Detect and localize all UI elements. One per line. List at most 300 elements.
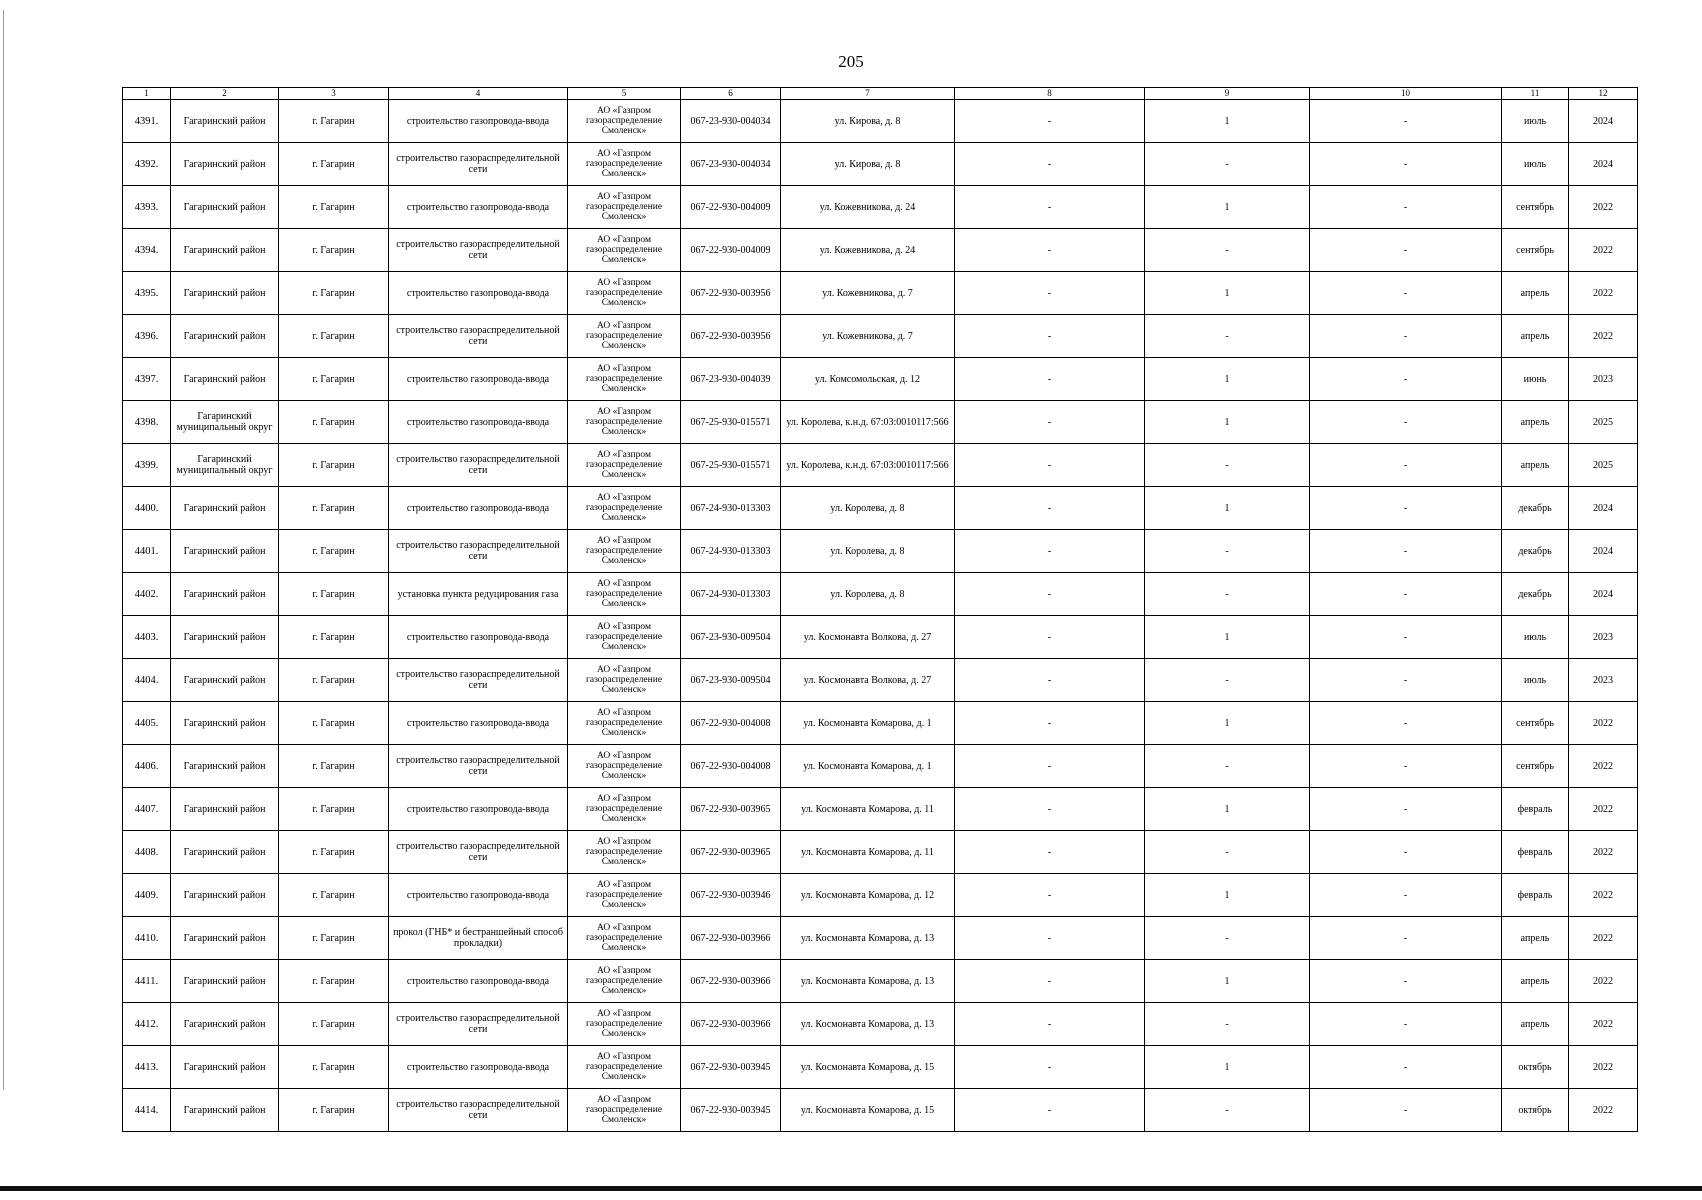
cell-application-number: 067-22-930-004008 [681, 745, 781, 788]
cell-application-number: 067-24-930-013303 [681, 487, 781, 530]
cell-year: 2022 [1569, 186, 1638, 229]
cell-col-9: 1 [1145, 487, 1310, 530]
header-row [123, 88, 1638, 100]
cell-month: июль [1502, 659, 1569, 702]
cell-col-9: - [1145, 831, 1310, 874]
cell-year: 2022 [1569, 315, 1638, 358]
cell-settlement: г. Гагарин [279, 917, 389, 960]
cell-district: Гагаринский район [171, 272, 279, 315]
cell-year: 2022 [1569, 1046, 1638, 1089]
cell-organization: АО «Газпром газораспределение Смоленск» [568, 1089, 681, 1132]
cell-application-number: 067-22-930-003965 [681, 831, 781, 874]
cell-settlement: г. Гагарин [279, 229, 389, 272]
cell-district: Гагаринский муниципальный округ [171, 444, 279, 487]
cell-year: 2025 [1569, 401, 1638, 444]
cell-col-9: 1 [1145, 788, 1310, 831]
cell-application-number: 067-23-930-009504 [681, 616, 781, 659]
cell-work-type: строительство газопровода-ввода [389, 702, 568, 745]
cell-application-number: 067-23-930-004039 [681, 358, 781, 401]
cell-organization: АО «Газпром газораспределение Смоленск» [568, 401, 681, 444]
cell-month: апрель [1502, 444, 1569, 487]
cell-col-10: - [1310, 1003, 1502, 1046]
cell-district: Гагаринский район [171, 616, 279, 659]
cell-month: февраль [1502, 831, 1569, 874]
cell-district: Гагаринский район [171, 100, 279, 143]
cell-month: декабрь [1502, 487, 1569, 530]
cell-col-10: - [1310, 487, 1502, 530]
cell-work-type: строительство газопровода-ввода [389, 186, 568, 229]
cell-organization: АО «Газпром газораспределение Смоленск» [568, 315, 681, 358]
cell-col-8: - [955, 186, 1145, 229]
cell-organization: АО «Газпром газораспределение Смоленск» [568, 229, 681, 272]
cell-month: февраль [1502, 874, 1569, 917]
cell-address: ул. Космонавта Волкова, д. 27 [781, 659, 955, 702]
cell-col-10: - [1310, 401, 1502, 444]
cell-settlement: г. Гагарин [279, 530, 389, 573]
table-row [123, 186, 1638, 229]
cell-col-9: 1 [1145, 100, 1310, 143]
cell-address: ул. Комсомольская, д. 12 [781, 358, 955, 401]
cell-organization: АО «Газпром газораспределение Смоленск» [568, 960, 681, 1003]
cell-district: Гагаринский район [171, 960, 279, 1003]
cell-month: июль [1502, 100, 1569, 143]
cell-district: Гагаринский муниципальный округ [171, 401, 279, 444]
cell-address: ул. Космонавта Комарова, д. 1 [781, 702, 955, 745]
table-row [123, 1003, 1638, 1046]
cell-row-number: 4413. [123, 1046, 171, 1089]
cell-year: 2022 [1569, 917, 1638, 960]
cell-year: 2022 [1569, 1003, 1638, 1046]
cell-address: ул. Королева, д. 8 [781, 573, 955, 616]
cell-year: 2022 [1569, 229, 1638, 272]
cell-col-9: - [1145, 573, 1310, 616]
cell-col-10: - [1310, 1089, 1502, 1132]
cell-organization: АО «Газпром газораспределение Смоленск» [568, 530, 681, 573]
cell-col-9: - [1145, 1089, 1310, 1132]
cell-work-type: строительство газопровода-ввода [389, 960, 568, 1003]
cell-col-8: - [955, 788, 1145, 831]
cell-row-number: 4400. [123, 487, 171, 530]
cell-work-type: строительство газораспределительной сети [389, 315, 568, 358]
cell-work-type: строительство газораспределительной сети [389, 745, 568, 788]
cell-col-9: - [1145, 444, 1310, 487]
cell-year: 2024 [1569, 143, 1638, 186]
table-row [123, 616, 1638, 659]
cell-application-number: 067-22-930-003956 [681, 315, 781, 358]
table-row [123, 1046, 1638, 1089]
cell-col-10: - [1310, 659, 1502, 702]
cell-year: 2022 [1569, 272, 1638, 315]
table-row [123, 229, 1638, 272]
table-row [123, 143, 1638, 186]
cell-work-type: строительство газораспределительной сети [389, 530, 568, 573]
table-row [123, 401, 1638, 444]
cell-application-number: 067-23-930-004034 [681, 100, 781, 143]
page-number: 205 [838, 52, 864, 71]
cell-col-10: - [1310, 358, 1502, 401]
cell-month: октябрь [1502, 1089, 1569, 1132]
cell-row-number: 4409. [123, 874, 171, 917]
cell-district: Гагаринский район [171, 1089, 279, 1132]
cell-organization: АО «Газпром газораспределение Смоленск» [568, 788, 681, 831]
table-row [123, 874, 1638, 917]
cell-col-9: - [1145, 530, 1310, 573]
cell-work-type: строительство газораспределительной сети [389, 229, 568, 272]
cell-address: ул. Космонавта Комарова, д. 15 [781, 1089, 955, 1132]
cell-district: Гагаринский район [171, 1046, 279, 1089]
cell-year: 2022 [1569, 745, 1638, 788]
cell-settlement: г. Гагарин [279, 1089, 389, 1132]
cell-settlement: г. Гагарин [279, 659, 389, 702]
cell-col-8: - [955, 831, 1145, 874]
cell-application-number: 067-22-930-003945 [681, 1046, 781, 1089]
cell-col-8: - [955, 573, 1145, 616]
cell-organization: АО «Газпром газораспределение Смоленск» [568, 1046, 681, 1089]
cell-address: ул. Кожевникова, д. 24 [781, 229, 955, 272]
cell-col-10: - [1310, 745, 1502, 788]
cell-settlement: г. Гагарин [279, 487, 389, 530]
cell-organization: АО «Газпром газораспределение Смоленск» [568, 659, 681, 702]
cell-address: ул. Космонавта Комарова, д. 1 [781, 745, 955, 788]
cell-work-type: строительство газопровода-ввода [389, 487, 568, 530]
cell-col-8: - [955, 960, 1145, 1003]
cell-col-8: - [955, 616, 1145, 659]
cell-col-10: - [1310, 1046, 1502, 1089]
cell-organization: АО «Газпром газораспределение Смоленск» [568, 272, 681, 315]
cell-month: апрель [1502, 1003, 1569, 1046]
cell-organization: АО «Газпром газораспределение Смоленск» [568, 616, 681, 659]
cell-col-9: - [1145, 229, 1310, 272]
cell-district: Гагаринский район [171, 1003, 279, 1046]
cell-district: Гагаринский район [171, 315, 279, 358]
cell-month: сентябрь [1502, 702, 1569, 745]
cell-month: апрель [1502, 272, 1569, 315]
cell-work-type: строительство газопровода-ввода [389, 100, 568, 143]
cell-district: Гагаринский район [171, 573, 279, 616]
cell-settlement: г. Гагарин [279, 444, 389, 487]
cell-col-8: - [955, 1003, 1145, 1046]
cell-col-8: - [955, 659, 1145, 702]
cell-work-type: строительство газораспределительной сети [389, 659, 568, 702]
cell-row-number: 4395. [123, 272, 171, 315]
cell-district: Гагаринский район [171, 917, 279, 960]
cell-organization: АО «Газпром газораспределение Смоленск» [568, 358, 681, 401]
cell-address: ул. Космонавта Волкова, д. 27 [781, 616, 955, 659]
cell-month: июнь [1502, 358, 1569, 401]
cell-row-number: 4408. [123, 831, 171, 874]
cell-col-10: - [1310, 573, 1502, 616]
cell-application-number: 067-23-930-004034 [681, 143, 781, 186]
cell-col-10: - [1310, 874, 1502, 917]
cell-col-8: - [955, 917, 1145, 960]
cell-year: 2023 [1569, 659, 1638, 702]
cell-row-number: 4402. [123, 573, 171, 616]
cell-col-10: - [1310, 143, 1502, 186]
cell-settlement: г. Гагарин [279, 573, 389, 616]
cell-application-number: 067-22-930-003966 [681, 960, 781, 1003]
cell-application-number: 067-22-930-003946 [681, 874, 781, 917]
cell-col-8: - [955, 272, 1145, 315]
cell-settlement: г. Гагарин [279, 788, 389, 831]
cell-col-9: 1 [1145, 702, 1310, 745]
cell-year: 2022 [1569, 1089, 1638, 1132]
cell-application-number: 067-22-930-003966 [681, 1003, 781, 1046]
cell-district: Гагаринский район [171, 874, 279, 917]
cell-work-type: строительство газопровода-ввода [389, 401, 568, 444]
cell-settlement: г. Гагарин [279, 272, 389, 315]
cell-address: ул. Космонавта Комарова, д. 13 [781, 917, 955, 960]
cell-year: 2024 [1569, 487, 1638, 530]
cell-work-type: строительство газопровода-ввода [389, 616, 568, 659]
cell-settlement: г. Гагарин [279, 702, 389, 745]
cell-row-number: 4393. [123, 186, 171, 229]
cell-col-10: - [1310, 616, 1502, 659]
cell-month: апрель [1502, 315, 1569, 358]
table-body [123, 100, 1638, 1132]
cell-col-9: 1 [1145, 272, 1310, 315]
cell-settlement: г. Гагарин [279, 874, 389, 917]
cell-address: ул. Королева, д. 8 [781, 530, 955, 573]
cell-work-type: строительство газопровода-ввода [389, 1046, 568, 1089]
cell-year: 2022 [1569, 831, 1638, 874]
cell-col-9: - [1145, 143, 1310, 186]
cell-col-9: - [1145, 315, 1310, 358]
cell-col-8: - [955, 401, 1145, 444]
column-header-7: 7 [781, 88, 955, 100]
cell-organization: АО «Газпром газораспределение Смоленск» [568, 573, 681, 616]
cell-work-type: строительство газопровода-ввода [389, 272, 568, 315]
cell-month: сентябрь [1502, 186, 1569, 229]
table-row [123, 358, 1638, 401]
scan-edge [3, 10, 4, 1090]
column-header-5: 5 [568, 88, 681, 100]
cell-year: 2024 [1569, 530, 1638, 573]
cell-col-8: - [955, 358, 1145, 401]
cell-year: 2022 [1569, 702, 1638, 745]
cell-row-number: 4407. [123, 788, 171, 831]
cell-month: июль [1502, 616, 1569, 659]
cell-settlement: г. Гагарин [279, 616, 389, 659]
column-header-6: 6 [681, 88, 781, 100]
cell-col-9: 1 [1145, 960, 1310, 1003]
table-row [123, 745, 1638, 788]
cell-col-10: - [1310, 186, 1502, 229]
cell-address: ул. Кирова, д. 8 [781, 143, 955, 186]
cell-settlement: г. Гагарин [279, 745, 389, 788]
cell-row-number: 4411. [123, 960, 171, 1003]
cell-col-10: - [1310, 229, 1502, 272]
cell-work-type: строительство газораспределительной сети [389, 444, 568, 487]
cell-work-type: строительство газопровода-ввода [389, 358, 568, 401]
page-bottom-rule [0, 1186, 1702, 1191]
cell-application-number: 067-24-930-013303 [681, 530, 781, 573]
table-row [123, 960, 1638, 1003]
cell-col-9: - [1145, 745, 1310, 788]
cell-month: сентябрь [1502, 229, 1569, 272]
cell-application-number: 067-22-930-003945 [681, 1089, 781, 1132]
cell-organization: АО «Газпром газораспределение Смоленск» [568, 186, 681, 229]
cell-col-8: - [955, 1089, 1145, 1132]
cell-month: октябрь [1502, 1046, 1569, 1089]
cell-month: декабрь [1502, 573, 1569, 616]
cell-address: ул. Космонавта Комарова, д. 15 [781, 1046, 955, 1089]
cell-year: 2024 [1569, 573, 1638, 616]
cell-organization: АО «Газпром газораспределение Смоленск» [568, 874, 681, 917]
cell-application-number: 067-22-930-003966 [681, 917, 781, 960]
cell-address: ул. Королева, д. 8 [781, 487, 955, 530]
cell-work-type: строительство газопровода-ввода [389, 788, 568, 831]
cell-district: Гагаринский район [171, 702, 279, 745]
cell-row-number: 4406. [123, 745, 171, 788]
cell-organization: АО «Газпром газораспределение Смоленск» [568, 1003, 681, 1046]
cell-row-number: 4401. [123, 530, 171, 573]
cell-work-type: строительство газораспределительной сети [389, 831, 568, 874]
cell-settlement: г. Гагарин [279, 143, 389, 186]
cell-year: 2024 [1569, 100, 1638, 143]
cell-col-10: - [1310, 831, 1502, 874]
cell-settlement: г. Гагарин [279, 401, 389, 444]
table-row [123, 831, 1638, 874]
cell-district: Гагаринский район [171, 358, 279, 401]
cell-month: апрель [1502, 917, 1569, 960]
cell-row-number: 4414. [123, 1089, 171, 1132]
cell-application-number: 067-22-930-003965 [681, 788, 781, 831]
cell-col-9: 1 [1145, 616, 1310, 659]
cell-col-10: - [1310, 702, 1502, 745]
column-header-3: 3 [279, 88, 389, 100]
cell-row-number: 4405. [123, 702, 171, 745]
registry-table [122, 87, 1638, 1132]
cell-application-number: 067-22-930-004008 [681, 702, 781, 745]
cell-row-number: 4399. [123, 444, 171, 487]
cell-col-10: - [1310, 444, 1502, 487]
cell-settlement: г. Гагарин [279, 831, 389, 874]
table-row [123, 530, 1638, 573]
cell-settlement: г. Гагарин [279, 315, 389, 358]
cell-address: ул. Кожевникова, д. 7 [781, 315, 955, 358]
table-row [123, 100, 1638, 143]
cell-col-8: - [955, 229, 1145, 272]
cell-address: ул. Космонавта Комарова, д. 11 [781, 788, 955, 831]
cell-col-9: 1 [1145, 874, 1310, 917]
cell-district: Гагаринский район [171, 530, 279, 573]
cell-col-9: 1 [1145, 1046, 1310, 1089]
table-row [123, 1089, 1638, 1132]
cell-district: Гагаринский район [171, 831, 279, 874]
cell-application-number: 067-22-930-004009 [681, 186, 781, 229]
cell-organization: АО «Газпром газораспределение Смоленск» [568, 444, 681, 487]
cell-year: 2025 [1569, 444, 1638, 487]
cell-organization: АО «Газпром газораспределение Смоленск» [568, 831, 681, 874]
cell-month: декабрь [1502, 530, 1569, 573]
cell-col-9: 1 [1145, 358, 1310, 401]
cell-work-type: строительство газораспределительной сети [389, 1089, 568, 1132]
cell-settlement: г. Гагарин [279, 100, 389, 143]
cell-year: 2022 [1569, 874, 1638, 917]
cell-col-10: - [1310, 917, 1502, 960]
table-row [123, 702, 1638, 745]
cell-year: 2023 [1569, 616, 1638, 659]
cell-month: февраль [1502, 788, 1569, 831]
cell-year: 2023 [1569, 358, 1638, 401]
cell-col-9: - [1145, 1003, 1310, 1046]
column-header-2: 2 [171, 88, 279, 100]
cell-col-10: - [1310, 315, 1502, 358]
cell-month: апрель [1502, 401, 1569, 444]
column-header-4: 4 [389, 88, 568, 100]
table-row [123, 444, 1638, 487]
cell-row-number: 4397. [123, 358, 171, 401]
cell-col-10: - [1310, 100, 1502, 143]
cell-application-number: 067-24-930-013303 [681, 573, 781, 616]
cell-organization: АО «Газпром газораспределение Смоленск» [568, 745, 681, 788]
cell-district: Гагаринский район [171, 745, 279, 788]
cell-application-number: 067-25-930-015571 [681, 444, 781, 487]
cell-settlement: г. Гагарин [279, 186, 389, 229]
table-row [123, 573, 1638, 616]
cell-col-8: - [955, 487, 1145, 530]
cell-organization: АО «Газпром газораспределение Смоленск» [568, 143, 681, 186]
cell-application-number: 067-23-930-009504 [681, 659, 781, 702]
cell-col-8: - [955, 530, 1145, 573]
cell-col-9: - [1145, 659, 1310, 702]
cell-address: ул. Космонавта Комарова, д. 12 [781, 874, 955, 917]
cell-col-8: - [955, 143, 1145, 186]
cell-address: ул. Королева, к.н.д. 67:03:0010117:566 [781, 401, 955, 444]
cell-col-10: - [1310, 960, 1502, 1003]
cell-settlement: г. Гагарин [279, 1046, 389, 1089]
cell-district: Гагаринский район [171, 659, 279, 702]
cell-address: ул. Кожевникова, д. 7 [781, 272, 955, 315]
cell-col-8: - [955, 745, 1145, 788]
table-row [123, 272, 1638, 315]
cell-address: ул. Кирова, д. 8 [781, 100, 955, 143]
column-header-8: 8 [955, 88, 1145, 100]
cell-application-number: 067-22-930-004009 [681, 229, 781, 272]
column-header-10: 10 [1310, 88, 1502, 100]
cell-col-8: - [955, 874, 1145, 917]
cell-address: ул. Космонавта Комарова, д. 11 [781, 831, 955, 874]
column-header-12: 12 [1569, 88, 1638, 100]
cell-work-type: строительство газораспределительной сети [389, 1003, 568, 1046]
cell-district: Гагаринский район [171, 143, 279, 186]
cell-col-9: - [1145, 917, 1310, 960]
cell-row-number: 4403. [123, 616, 171, 659]
cell-year: 2022 [1569, 960, 1638, 1003]
cell-col-8: - [955, 315, 1145, 358]
column-header-1: 1 [123, 88, 171, 100]
cell-district: Гагаринский район [171, 788, 279, 831]
table-row [123, 917, 1638, 960]
cell-work-type: строительство газораспределительной сети [389, 143, 568, 186]
column-header-9: 9 [1145, 88, 1310, 100]
cell-month: июль [1502, 143, 1569, 186]
cell-row-number: 4404. [123, 659, 171, 702]
cell-col-8: - [955, 444, 1145, 487]
cell-address: ул. Королева, к.н.д. 67:03:0010117:566 [781, 444, 955, 487]
cell-row-number: 4391. [123, 100, 171, 143]
cell-col-10: - [1310, 272, 1502, 315]
cell-organization: АО «Газпром газораспределение Смоленск» [568, 702, 681, 745]
table-row [123, 659, 1638, 702]
cell-row-number: 4396. [123, 315, 171, 358]
table-row [123, 487, 1638, 530]
cell-col-8: - [955, 100, 1145, 143]
cell-col-9: 1 [1145, 186, 1310, 229]
cell-col-10: - [1310, 788, 1502, 831]
cell-settlement: г. Гагарин [279, 1003, 389, 1046]
column-header-11: 11 [1502, 88, 1569, 100]
